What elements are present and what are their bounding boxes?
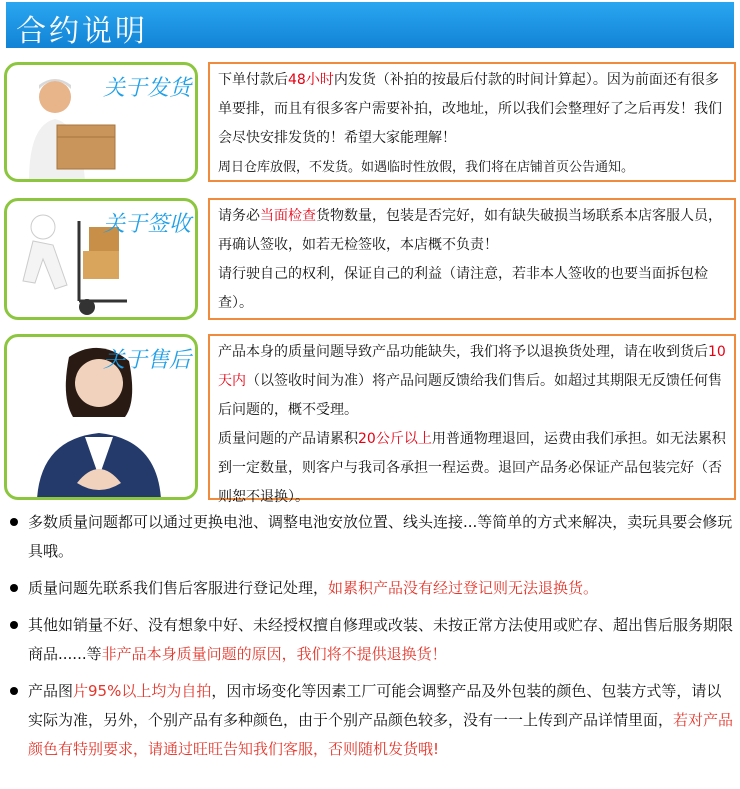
section-after-sales (4, 334, 734, 505)
header-banner (6, 2, 734, 48)
paragraph: 请行驶自己的权利，保证自己的利益（请注意，若非本人签收的也要当面拆包检查）。 (218, 266, 708, 311)
section-title: 关于发货 (103, 76, 192, 101)
paragraph: 请务必当面检查货物数量，包装是否完好，如有缺失破损当场联系本店客服人员，再确认签收，如若无检签收，本店概不负责！ (218, 208, 722, 253)
section-title: 关于售后 (103, 348, 192, 373)
section-shipping (4, 62, 734, 184)
shipping-text-box (208, 62, 736, 182)
shipping-image-box (4, 62, 198, 182)
bullet-icon (10, 584, 18, 592)
receipt-text-box (208, 198, 736, 320)
paragraph: 下单付款后48小时内发货（补拍的按最后付款的时间计算起）。因为前面还有很多单要排，而且有很多客户需要补拍，改地址，所以我们会整理好了之后再发！我们会尽快安排发货的！希望大家能理解！ (218, 72, 722, 146)
paragraph: 质量问题的产品请累积20公斤以上用普通物理退回，运费由我们承担。如无法累积到一定数量，则客户与我司各承担一程运费。退回产品务必保证产品包装完好（否则恕不退换）。 (218, 431, 726, 505)
list-item: 多数质量问题都可以通过更换电池、调整电池安放位置、线头连接...等简单的方式来解决，卖玩具要会修玩具哦。 (8, 508, 734, 566)
list-item: 其他如销量不好、没有想象中好、未经授权擅自修理或改装、未按正常方法使用或贮存、超出售后服务期限商品......等非产品本身质量问题的原因，我们将不提供退换货！ (8, 611, 734, 669)
section-receipt (4, 198, 734, 322)
list-item: 产品图片95%以上均为自拍，因市场变化等因素工厂可能会调整产品及外包装的颜色、包装方式等，请以实际为准，另外，个别产品有多种颜色，由于个别产品颜色较多，没有一一上传到产品详情里面，若对产品颜色有特别要求，请通过旺旺告知我们客服，否则随机发货哦! (8, 677, 734, 764)
after-sales-text-box (208, 334, 736, 505)
bullet-icon (10, 518, 18, 526)
list-item: 质量问题先联系我们售后客服进行登记处理，如累积产品没有经过登记则无法退换货。 (8, 574, 734, 603)
paragraph: 产品本身的质量问题导致产品功能缺失，我们将予以退换货处理，请在收到货后10天内（以签收时间为准）将产品问题反馈给我们售后。如超过其期限无反馈任何售后问题的，概不受理。 (218, 344, 726, 418)
page-title: 合约说明 (16, 14, 148, 49)
paragraph: 周日仓库放假，不发货。如遇临时性放假，我们将在店铺首页公告通知。 (218, 160, 635, 175)
after-sales-image-box (4, 334, 198, 500)
receipt-image-box (4, 198, 198, 320)
bullet-icon (10, 687, 18, 695)
bullet-icon (10, 621, 18, 629)
section-title: 关于签收 (103, 212, 192, 237)
notes-list (8, 508, 734, 772)
